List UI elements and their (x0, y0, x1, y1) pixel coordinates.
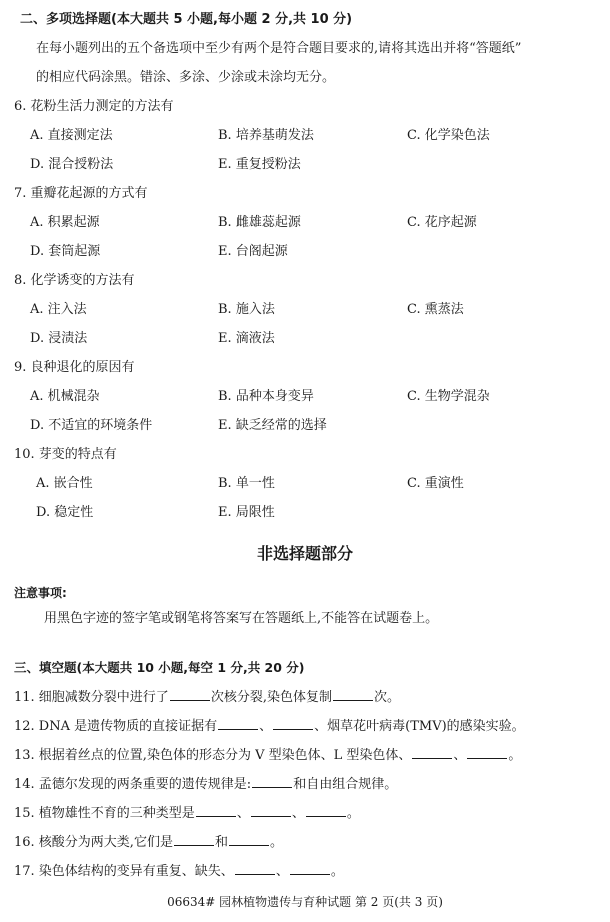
option: A. 直接测定法 (30, 128, 113, 143)
option: E. 缺乏经常的选择 (218, 418, 327, 433)
section-heading-fill-blank: 三、填空题(本大题共 10 小题,每空 1 分,共 20 分) (14, 660, 305, 675)
question-stem: 7. 重瓣花起源的方式有 (14, 186, 148, 201)
question-text: 次核分裂,染色体复制 (210, 690, 332, 705)
answer-blank (412, 746, 452, 759)
option: A. 嵌合性 (36, 476, 93, 491)
answer-blank (290, 862, 330, 875)
option: C. 熏蒸法 (407, 302, 464, 317)
question-text: 、 (259, 719, 273, 734)
question-text: 14. 孟德尔发现的两条重要的遗传规律是: (14, 777, 252, 792)
question-text: 、烟草花叶病毒(TMV)的感染实验。 (314, 719, 525, 734)
option: E. 重复授粉法 (218, 157, 301, 172)
notice-text: 用黑色字迹的签字笔或钢笔将答案写在答题纸上,不能答在试题卷上。 (44, 611, 439, 626)
option: E. 台阁起源 (218, 244, 288, 259)
notice-label: 注意事项: (14, 586, 67, 600)
option: A. 注入法 (30, 302, 87, 317)
answer-blank (252, 775, 292, 788)
question-text: 。 (269, 835, 283, 850)
fill-question (14, 688, 400, 707)
question-text: 13. 根据着丝点的位置,染色体的形态分为 V 型染色体、L 型染色体、 (14, 748, 412, 763)
answer-blank (218, 717, 258, 730)
question-text: 和 (214, 835, 228, 850)
option: E. 滴液法 (218, 331, 275, 346)
question-text: 。 (330, 864, 344, 879)
instruction-line: 在每小题列出的五个备选项中至少有两个是符合题目要求的,请将其选出并将“答题纸” (36, 41, 522, 56)
fill-question (14, 862, 344, 881)
option: D. 不适宜的环境条件 (30, 418, 153, 433)
question-text: 。 (346, 806, 360, 821)
option: C. 生物学混杂 (407, 389, 490, 404)
option: B. 培养基萌发法 (218, 128, 314, 143)
option: D. 套筒起源 (30, 244, 101, 259)
answer-blank (196, 804, 236, 817)
question-stem: 6. 花粉生活力测定的方法有 (14, 99, 174, 114)
option: B. 雌雄蕊起源 (218, 215, 301, 230)
answer-blank (273, 717, 313, 730)
fill-question (14, 717, 525, 736)
answer-blank (235, 862, 275, 875)
option: C. 重演性 (407, 476, 464, 491)
option: B. 单一性 (218, 476, 275, 491)
option: C. 化学染色法 (407, 128, 490, 143)
fill-question (14, 746, 521, 765)
question-text: 11. 细胞减数分裂中进行了 (14, 690, 169, 705)
question-text: 、 (453, 748, 467, 763)
question-text: 、 (291, 806, 305, 821)
answer-blank (174, 833, 214, 846)
part-title: 非选择题部分 (256, 544, 353, 563)
question-text: 15. 植物雄性不育的三种类型是 (14, 806, 195, 821)
question-stem: 9. 良种退化的原因有 (14, 360, 135, 375)
question-text: 和自由组合规律。 (293, 777, 398, 792)
answer-blank (333, 688, 373, 701)
question-text: 、 (236, 806, 250, 821)
option: B. 品种本身变异 (218, 389, 314, 404)
answer-blank (229, 833, 269, 846)
answer-blank (251, 804, 291, 817)
option: C. 花序起源 (407, 215, 477, 230)
fill-question (14, 804, 360, 823)
page-footer: 06634# 园林植物遗传与育种试题 第 2 页(共 3 页) (167, 895, 443, 909)
option: D. 混合授粉法 (30, 157, 114, 172)
question-text: 次。 (373, 690, 400, 705)
section-heading-multiple-choice: 二、多项选择题(本大题共 5 小题,每小题 2 分,共 10 分) (20, 12, 353, 27)
fill-question (14, 833, 283, 852)
question-stem: 10. 芽变的特点有 (14, 447, 117, 462)
question-text: 16. 核酸分为两大类,它们是 (14, 835, 173, 850)
question-text: 、 (275, 864, 289, 879)
question-text: 。 (508, 748, 522, 763)
option: E. 局限性 (218, 505, 275, 520)
answer-blank (170, 688, 210, 701)
option: A. 机械混杂 (30, 389, 100, 404)
option: A. 积累起源 (30, 215, 100, 230)
option: D. 浸渍法 (30, 331, 88, 346)
answer-blank (467, 746, 507, 759)
option: D. 稳定性 (36, 505, 94, 520)
instruction-line: 的相应代码涂黑。错涂、多涂、少涂或未涂均无分。 (36, 70, 336, 85)
option: B. 施入法 (218, 302, 275, 317)
answer-blank (306, 804, 346, 817)
question-text: 12. DNA 是遗传物质的直接证据有 (14, 719, 218, 734)
fill-question (14, 775, 397, 794)
question-stem: 8. 化学诱变的方法有 (14, 273, 135, 288)
question-text: 17. 染色体结构的变异有重复、缺失、 (14, 864, 234, 879)
